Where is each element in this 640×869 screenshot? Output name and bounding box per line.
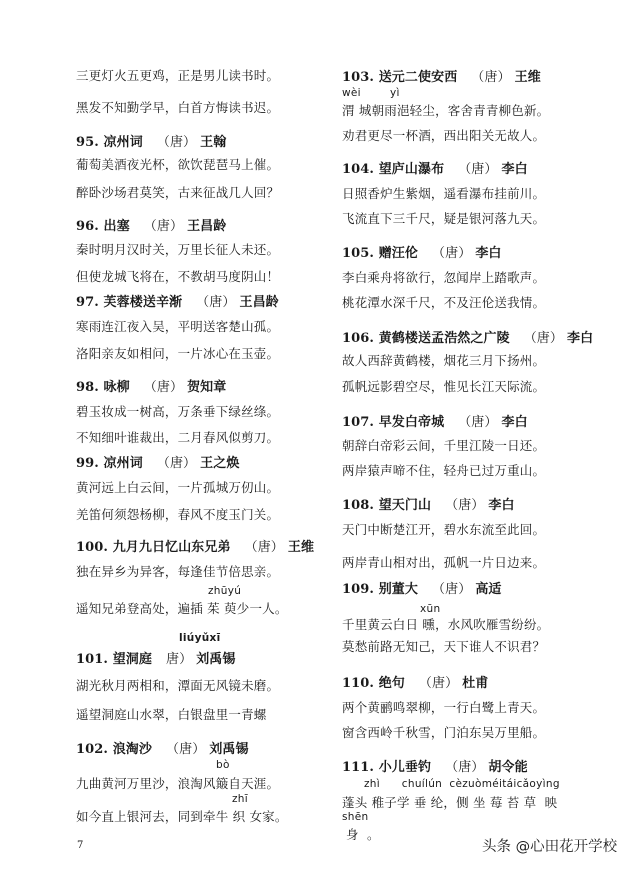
pinyin-annotation: xūn [420, 603, 441, 615]
poem-title-107: 107. 早发白帝城 （唐） 李白 [342, 415, 528, 430]
poem-line: 独在异乡为异客，每逢佳节倍思亲。 [76, 564, 280, 579]
poem-title-96: 96. 出塞 （唐） 王昌龄 [76, 219, 227, 234]
poem-line: 遥知兄弟登高处，遍插 茱 萸少一人。 [76, 601, 288, 616]
watermark: 头条 @心田花开学校 [482, 839, 618, 855]
poem-title-106: 106. 黄鹤楼送孟浩然之广陵 （唐） 李白 [342, 331, 594, 346]
poem-title-102: 102. 浪淘沙 （唐） 刘禹锡 [76, 742, 249, 757]
poem-line: 寒雨连江夜入吴，平明送客楚山孤。 [76, 319, 280, 334]
pinyin-annotation: shēn [342, 811, 369, 823]
poem-line: 黑发不知勤学早，白首方悔读书迟。 [76, 100, 280, 115]
poem-line: 劝君更尽一杯酒，西出阳关无故人。 [342, 128, 546, 143]
poem-line: 但使龙城飞将在，不教胡马度阴山！ [76, 269, 280, 284]
poem-line: 渭 城朝雨浥轻尘，客舍青青柳色新。 [342, 103, 550, 118]
poem-title-101: 101. 望洞庭 唐） 刘禹锡 [76, 652, 236, 667]
poem-line: 孤帆远影碧空尽，惟见长江天际流。 [342, 379, 546, 394]
pinyin-annotation: wèi yì [342, 87, 400, 99]
pinyin-annotation: liúyǔxī [179, 632, 221, 644]
poem-line: 千里黄云白日 曛，水风吹雁雪纷纷。 [342, 617, 550, 632]
poem-title-105: 105. 赠汪伦 （唐） 李白 [342, 246, 502, 261]
poem-title-109: 109. 别董大 （唐） 高适 [342, 582, 502, 597]
pinyin-annotation: bò [216, 759, 230, 771]
poem-line: 羌笛何须怨杨柳，春风不度玉门关。 [76, 507, 280, 522]
poem-line: 桃花潭水深千尺，不及汪伦送我情。 [342, 295, 546, 310]
poem-line: 如今直上银河去，同到牵牛 织 女家。 [76, 809, 288, 824]
poem-line: 朝辞白帝彩云间，千里江陵一日还。 [342, 438, 546, 453]
poem-line: 莫愁前路无知己，天下谁人不识君？ [342, 639, 546, 654]
poem-title-99: 99. 凉州词 （唐） 王之焕 [76, 456, 240, 471]
poem-line: 蓬头 稚子学 垂 纶，侧 坐 莓 苔 草 映 [342, 795, 558, 810]
pinyin-annotation: zhūyú [208, 585, 242, 597]
poem-line: 九曲黄河万里沙，浪淘风簸自天涯。 [76, 776, 280, 791]
poem-line: 故人西辞黄鹤楼，烟花三月下扬州。 [342, 353, 546, 368]
poem-line: 飞流直下三千尺，疑是银河落九天。 [342, 211, 546, 226]
page-number: 7 [77, 840, 84, 851]
poem-line: 不知细叶谁裁出，二月春风似剪刀。 [76, 430, 280, 445]
poem-title-104: 104. 望庐山瀑布 （唐） 李白 [342, 162, 528, 177]
poem-line: 日照香炉生紫烟，遥看瀑布挂前川。 [342, 186, 546, 201]
poem-title-98: 98. 咏柳 （唐） 贺知章 [76, 380, 227, 395]
poem-line: 两岸青山相对出，孤帆一片日边来。 [342, 555, 546, 570]
poem-line: 秦时明月汉时关，万里长征人未还。 [76, 242, 280, 257]
poem-title-100: 100. 九月九日忆山东兄弟 （唐） 王维 [76, 540, 315, 555]
poem-line: 天门中断楚江开，碧水东流至此回。 [342, 522, 546, 537]
pinyin-annotation: zhī [232, 793, 248, 805]
poem-line: 碧玉妆成一树高，万条垂下绿丝绦。 [76, 404, 280, 419]
poem-line: 葡萄美酒夜光杯，欲饮琵琶马上催。 [76, 157, 280, 172]
poem-title-95: 95. 凉州词 （唐） 王翰 [76, 135, 227, 150]
poem-title-111: 111. 小儿垂钓 （唐） 胡令能 [342, 760, 528, 775]
poem-title-103: 103. 送元二使安西 （唐） 王维 [342, 70, 541, 85]
poem-line: 黄河远上白云间，一片孤城万仞山。 [76, 480, 280, 495]
poem-title-110: 110. 绝句 （唐） 杜甫 [342, 676, 489, 691]
poem-line: 两个黄鹂鸣翠柳，一行白鹭上青天。 [342, 700, 546, 715]
poem-line: 窗含西岭千秋雪，门泊东吴万里船。 [342, 725, 546, 740]
poem-line: 醉卧沙场君莫笑，古来征战几人回？ [76, 185, 280, 200]
poem-line: 身 。 [346, 827, 380, 842]
pinyin-annotation: zhì chuílún cèzuòméitáicǎoyìng [364, 778, 560, 790]
poem-line: 李白乘舟将欲行，忽闻岸上踏歌声。 [342, 270, 546, 285]
poem-line: 洛阳亲友如相问，一片冰心在玉壶。 [76, 346, 280, 361]
poem-title-108: 108. 望天门山 （唐） 李白 [342, 498, 515, 513]
poem-line: 三更灯火五更鸡，正是男儿读书时。 [76, 68, 280, 83]
poem-line: 湖光秋月两相和，潭面无风镜未磨。 [76, 678, 280, 693]
poem-line: 两岸猿声啼不住，轻舟已过万重山。 [342, 463, 546, 478]
poem-line: 遥望洞庭山水翠，白银盘里一青螺 [76, 707, 267, 722]
poem-title-97: 97. 芙蓉楼送辛渐 （唐） 王昌龄 [76, 295, 279, 310]
